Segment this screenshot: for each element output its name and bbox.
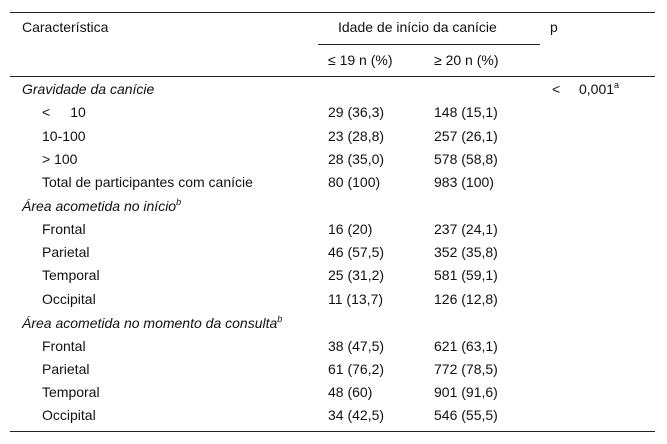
cell-le19: 46 (57,5) <box>328 244 385 260</box>
cell-le19: 11 (13,7) <box>328 291 383 307</box>
p-value: 0,001$^a$ <box>579 80 620 97</box>
cell-le19: 38 (47,5) <box>328 338 385 354</box>
cell-le19: 80 (100) <box>328 174 381 190</box>
table-top-rule <box>10 12 655 13</box>
column-header-le19: ≤ 19 n (%) <box>328 52 393 68</box>
cell-ge20: 901 (91,6) <box>434 384 498 400</box>
section-footnote: b <box>277 314 283 324</box>
row-label-parietal: Parietal <box>42 244 90 260</box>
cell-le19: 23 (28,8) <box>328 128 385 144</box>
row-label-temporal: Temporal <box>42 384 100 400</box>
section-title-area-inicio: Área acometida no início$^b$ <box>22 197 182 214</box>
cell-ge20: 126 (12,8) <box>434 291 498 307</box>
cell-ge20: 772 (78,5) <box>434 361 498 377</box>
row-label-temporal: Temporal <box>42 267 100 283</box>
cell-le19: 25 (31,2) <box>328 267 385 283</box>
cell-le19: 61 (76,2) <box>328 361 385 377</box>
cell-ge20: 581 (59,1) <box>434 267 498 283</box>
cell-ge20: 148 (15,1) <box>434 104 498 120</box>
table-bottom-rule <box>10 431 655 432</box>
cell-le19: 48 (60) <box>328 384 373 400</box>
group-header-rule <box>318 44 540 45</box>
column-header-ge20: ≥ 20 n (%) <box>434 52 499 68</box>
cell-ge20: 621 (63,1) <box>434 338 498 354</box>
column-header-p: p <box>550 19 558 35</box>
row-label-occipital: Occipital <box>42 291 96 307</box>
row-label-lt10: < 10 <box>42 104 86 120</box>
row-label-gt100: > 100 <box>42 151 78 167</box>
row-label-total: Total de participantes com canície <box>42 174 253 190</box>
p-value-operator: < <box>552 81 561 97</box>
cell-le19: 16 (20) <box>328 221 373 237</box>
row-label-10-100: 10-100 <box>42 128 86 144</box>
cell-ge20: 546 (55,5) <box>434 407 498 423</box>
row-label-parietal: Parietal <box>42 361 90 377</box>
p-value-footnote: a <box>614 80 620 90</box>
cell-le19: 28 (35,0) <box>328 151 385 167</box>
section-title-gravidade: Gravidade da canície <box>22 81 155 97</box>
cell-le19: 29 (36,3) <box>328 104 385 120</box>
section-title-area-consulta: Área acometida no momento da consulta$^b$ <box>22 314 283 331</box>
cell-ge20: 578 (58,8) <box>434 151 498 167</box>
cell-ge20: 257 (26,1) <box>434 128 498 144</box>
cell-ge20: 237 (24,1) <box>434 221 498 237</box>
cell-ge20: 983 (100) <box>434 174 494 190</box>
column-group-header-idade: Idade de início da canície <box>338 19 497 35</box>
row-label-frontal: Frontal <box>42 338 86 354</box>
row-label-occipital: Occipital <box>42 407 96 423</box>
cell-le19: 34 (42,5) <box>328 407 385 423</box>
section-footnote: b <box>176 197 182 207</box>
column-header-caracteristica: Característica <box>22 19 109 35</box>
cell-ge20: 352 (35,8) <box>434 244 498 260</box>
row-label-frontal: Frontal <box>42 221 86 237</box>
header-bottom-rule <box>10 76 655 77</box>
